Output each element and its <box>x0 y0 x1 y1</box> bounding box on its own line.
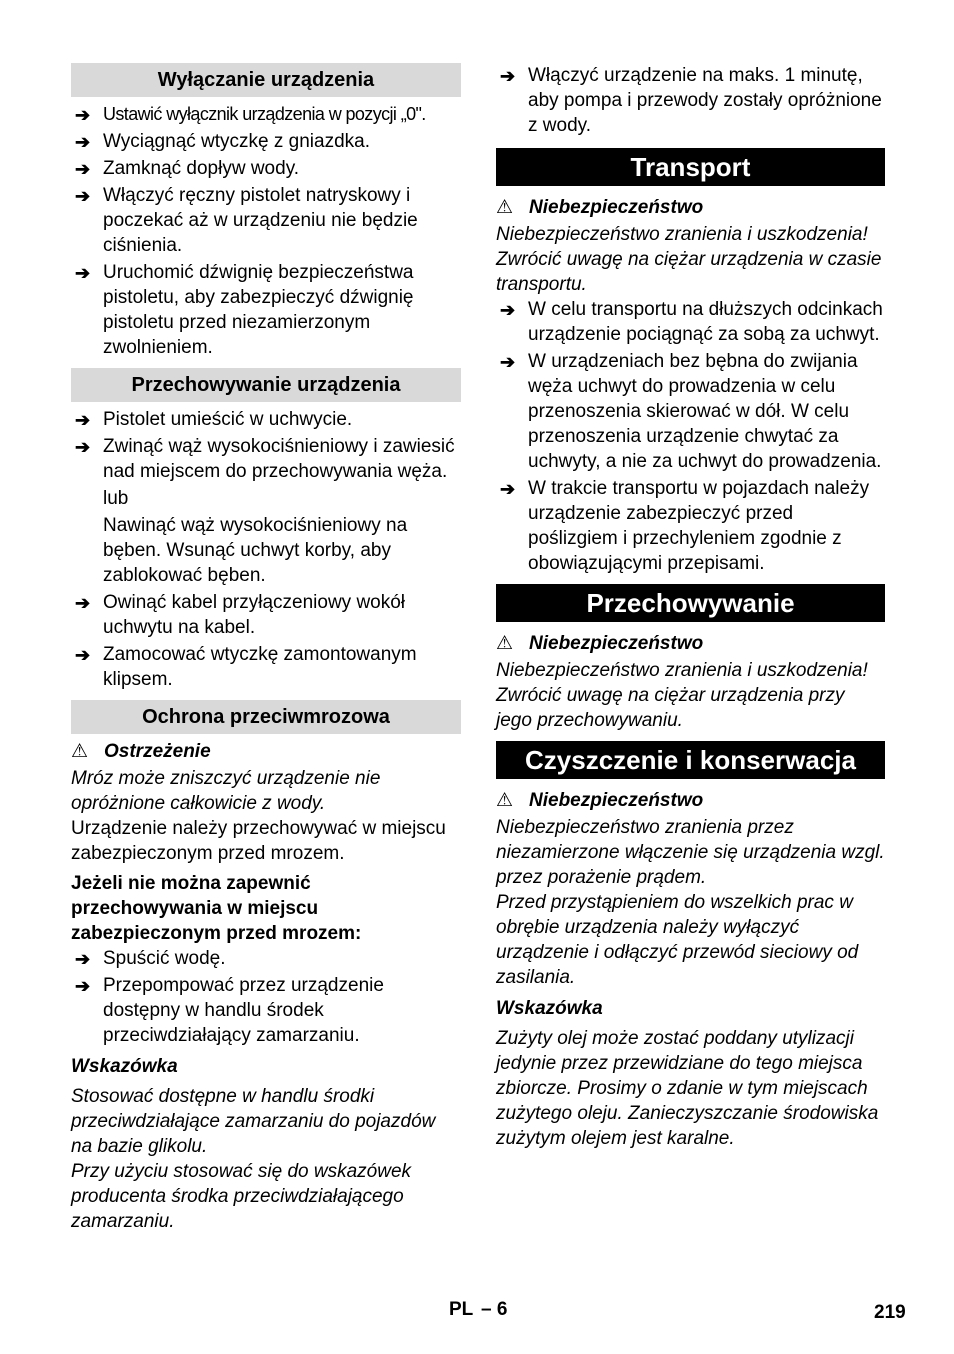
bold-instruction: Jeżeli nie można zapewnić przechowywania w miejscu zabezpieczonym przed mrozem: <box>71 873 362 944</box>
list-item: ➔ W celu transportu na dłuższych odcinkach urządzenie pociągnąć za sobą za uchwyt. <box>500 299 883 345</box>
note-text: Stosować dostępne w handlu środki przeciwdziałające zamarzaniu do pojazdów na bazie glikolu. <box>71 1086 436 1157</box>
right-arrow-icon: ➔ <box>500 352 516 372</box>
danger-heading: ⚠ Niebezpieczeństwo <box>496 197 704 218</box>
section-title-transport: Transport <box>496 148 885 186</box>
section-title-switch-off: Wyłączanie urządzenia <box>71 63 461 97</box>
danger-heading: ⚠ Niebezpieczeństwo <box>496 790 704 811</box>
footer-language: PL <box>449 1299 474 1320</box>
right-arrow-icon: ➔ <box>500 300 516 320</box>
warning-triangle-icon: ⚠ <box>71 741 89 762</box>
list-item: ➔ W urządzeniach bez bębna do zwijania węża uchwyt do prowadzenia w celu przenoszenia skierować w dół. W celu przenoszenia urządzenie chwytać za uchwyty, a nie za uchwyt do prowadzenia. <box>500 351 882 472</box>
list-item: ➔ W trakcie transportu w pojazdach należy urządzenie zabezpieczyć przed poślizgiem i przechyleniem zgodnie z obowiązującymi przepisami. <box>500 478 870 574</box>
danger-text: Przed przystąpieniem do wszelkich prac w obrębie urządzenia należy wyłączyć urządzenie i odłączyć przewód sieciowy od zasilania. <box>496 892 859 988</box>
danger-text: Niebezpieczeństwo zranienia i uszkodzenia! Zwrócić uwagę na ciężar urządzenia przy jego przechowywaniu. <box>496 660 868 731</box>
list-item: ➔ Zamknąć dopływ wody. <box>71 156 461 181</box>
section-title-storage: Przechowywanie <box>496 584 885 622</box>
right-arrow-icon: ➔ <box>75 105 91 125</box>
right-arrow-icon: ➔ <box>75 263 91 283</box>
right-arrow-icon: ➔ <box>75 645 91 665</box>
alternative-text: Nawinąć wąż wysokociśnieniowy na bęben. Wsunąć uchwyt korby, aby zablokować bęben. <box>103 515 408 586</box>
list-item: ➔ Pistolet umieścić w uchwycie. <box>71 407 461 432</box>
section-title-storage-device: Przechowywanie urządzenia <box>71 368 461 402</box>
or-text: lub <box>103 488 129 509</box>
warning-triangle-icon: ⚠ <box>496 197 514 218</box>
left-column <box>71 63 461 1234</box>
warning-triangle-icon: ⚠ <box>496 633 514 654</box>
right-arrow-icon: ➔ <box>75 976 91 996</box>
list-item: ➔ Włączyć urządzenie na maks. 1 minutę, aby pompa i przewody zostały opróżnione z wody. <box>500 65 882 136</box>
warning-text: Mróz może zniszczyć urządzenie nie opróżnione całkowicie z wody. <box>71 768 381 814</box>
list-item: ➔ Owinąć kabel przyłączeniowy wokół uchwytu na kabel. <box>75 592 406 638</box>
list-item: ➔ Zamocować wtyczkę zamontowanym klipsem. <box>75 644 417 690</box>
note-text: Przy użyciu stosować się do wskazówek producenta środka przeciwdziałającego zamarzaniu. <box>71 1161 412 1232</box>
right-arrow-icon: ➔ <box>75 437 91 457</box>
section-title-frost-protection: Ochrona przeciwmrozowa <box>71 700 461 734</box>
list-item: ➔ Przepompować przez urządzenie dostępny w handlu środek przeciwdziałający zamarzaniu. <box>75 975 384 1046</box>
footer-page-number: 219 <box>874 1302 906 1323</box>
list-item: ➔ Spuścić wodę. <box>71 946 461 971</box>
right-column <box>496 63 885 1151</box>
warning-triangle-icon: ⚠ <box>496 790 514 811</box>
right-arrow-icon: ➔ <box>75 186 91 206</box>
note-text: Zużyty olej może zostać poddany utylizacji jedynie przez przewidziane do tego miejsca zbiorcze. Prosimy o zdanie w tym miejscach zużytego oleju. Zanieczyszczanie środowiska zużytym olejem jest karalne. <box>496 1028 879 1149</box>
footer-page-label: – 6 <box>481 1299 508 1320</box>
list-item: ➔ Ustawić wyłącznik urządzenia w pozycji „0". <box>71 102 461 127</box>
right-arrow-icon: ➔ <box>75 593 91 613</box>
list-item: ➔ Uruchomić dźwignię bezpieczeństwa pistoletu, aby zabezpieczyć dźwignię pistoletu przed niezamierzonym zwolnieniem. <box>75 262 414 358</box>
warning-heading: ⚠ Ostrzeżenie <box>71 741 211 762</box>
note-heading: Wskazówka <box>496 998 603 1019</box>
danger-heading: ⚠ Niebezpieczeństwo <box>496 633 704 654</box>
right-arrow-icon: ➔ <box>75 949 91 969</box>
danger-text: Niebezpieczeństwo zranienia i uszkodzenia! Zwrócić uwagę na ciężar urządzenia w czasie transportu. <box>496 224 882 295</box>
right-arrow-icon: ➔ <box>500 479 516 499</box>
right-arrow-icon: ➔ <box>75 132 91 152</box>
list-item: ➔ Włączyć ręczny pistolet natryskowy i poczekać aż w urządzeniu nie będzie ciśnienia. <box>75 185 418 256</box>
list-item: ➔ Zwinąć wąż wysokociśnieniowy i zawiesić nad miejscem do przechowywania węża. <box>75 436 455 482</box>
right-arrow-icon: ➔ <box>75 159 91 179</box>
right-arrow-icon: ➔ <box>75 410 91 430</box>
danger-text: Niebezpieczeństwo zranienia przez niezamierzone włączenie się urządzenia wzgl. przez porażenie prądem. <box>496 817 885 888</box>
section-title-cleaning: Czyszczenie i konserwacja <box>496 741 885 779</box>
right-arrow-icon: ➔ <box>500 66 516 86</box>
list-item: ➔ Wyciągnąć wtyczkę z gniazdka. <box>71 129 461 154</box>
body-text: Urządzenie należy przechowywać w miejscu zabezpieczonym przed mrozem. <box>71 818 446 864</box>
note-heading: Wskazówka <box>71 1056 178 1077</box>
